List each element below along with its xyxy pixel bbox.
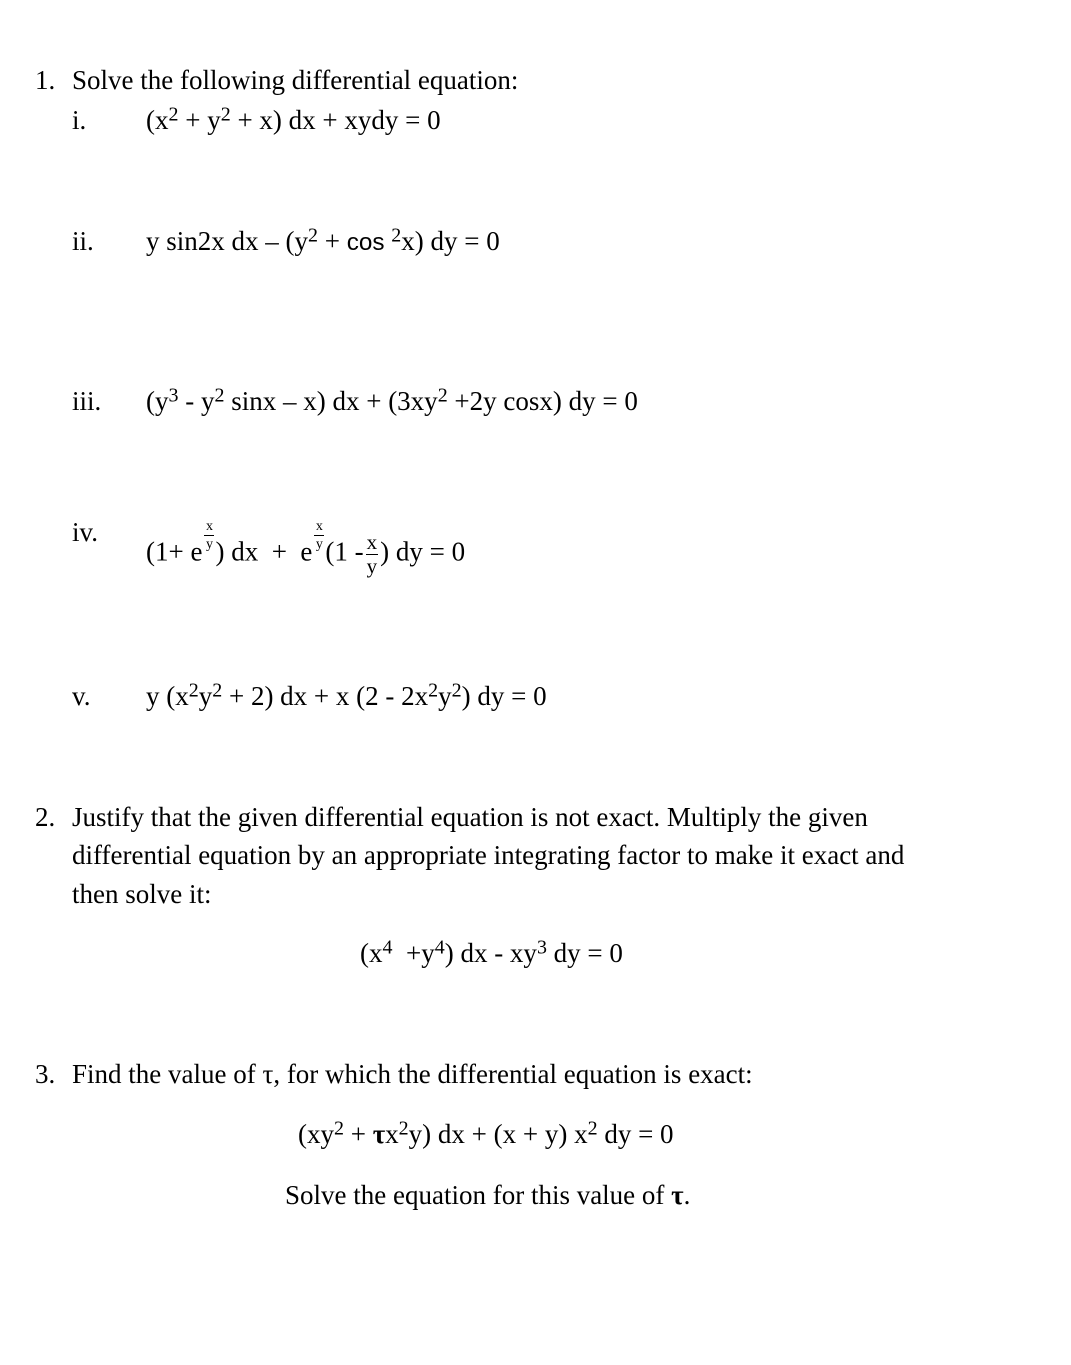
equation-iii: ($y^3 - y^2$ sinx – x) dx + ($3xy^2 +2y$ cosx) dy = 0	[146, 384, 638, 416]
question-3-number: 3.	[35, 1059, 56, 1089]
part-v-label: v.	[72, 681, 91, 711]
question-1-number: 1.	[35, 65, 56, 95]
equation-i: $(x^2 + y^2 + x)$ dx + xydy = 0	[146, 103, 441, 135]
part-iii-label: iii.	[72, 386, 102, 416]
question-3-prompt: Find the value of τ, for which the differential equation is exact:	[72, 1059, 753, 1089]
question-2-line-1: Justify that the given differential equation is not exact. Multiply the given	[72, 802, 868, 832]
equation-iv: (1+ e $\frac{x}{y}$ ) dx + e $\frac{x}{y}$ (1 - $\frac{x}{y}$ ) dy = 0	[146, 518, 466, 578]
part-ii-label: ii.	[72, 226, 94, 256]
part-iv-label: iv.	[72, 517, 98, 547]
question-2-line-3: then solve it:	[72, 879, 212, 909]
question-3-solve-line	[285, 1182, 690, 1209]
equation-ii: y sin2x dx – $(y^2 + \cos ^2x)$ dy = 0	[146, 224, 500, 256]
question-1-prompt: Solve the following differential equation:	[72, 65, 519, 95]
tau-symbol: τ	[671, 1180, 684, 1210]
equation-q2: $(x^4 +y^4)$ dx - $xy^3$ dy = 0	[360, 936, 623, 968]
equation-v: y $(x^2y^2 + 2)$ dx + x $(2 - 2x^2y^2)$ dy = 0	[146, 679, 547, 711]
question-2-line-2: differential equation by an appropriate integrating factor to make it exact and	[72, 840, 905, 870]
part-i-label: i.	[72, 105, 87, 135]
question-2-number: 2.	[35, 802, 56, 832]
solve-period: .	[683, 1180, 691, 1210]
solve-text: Solve the equation for this value of	[285, 1180, 672, 1210]
equation-q3: $(xy^2 + \tau x^2y)$ dx + (x + y) $x^2$ dy = 0	[298, 1117, 674, 1149]
